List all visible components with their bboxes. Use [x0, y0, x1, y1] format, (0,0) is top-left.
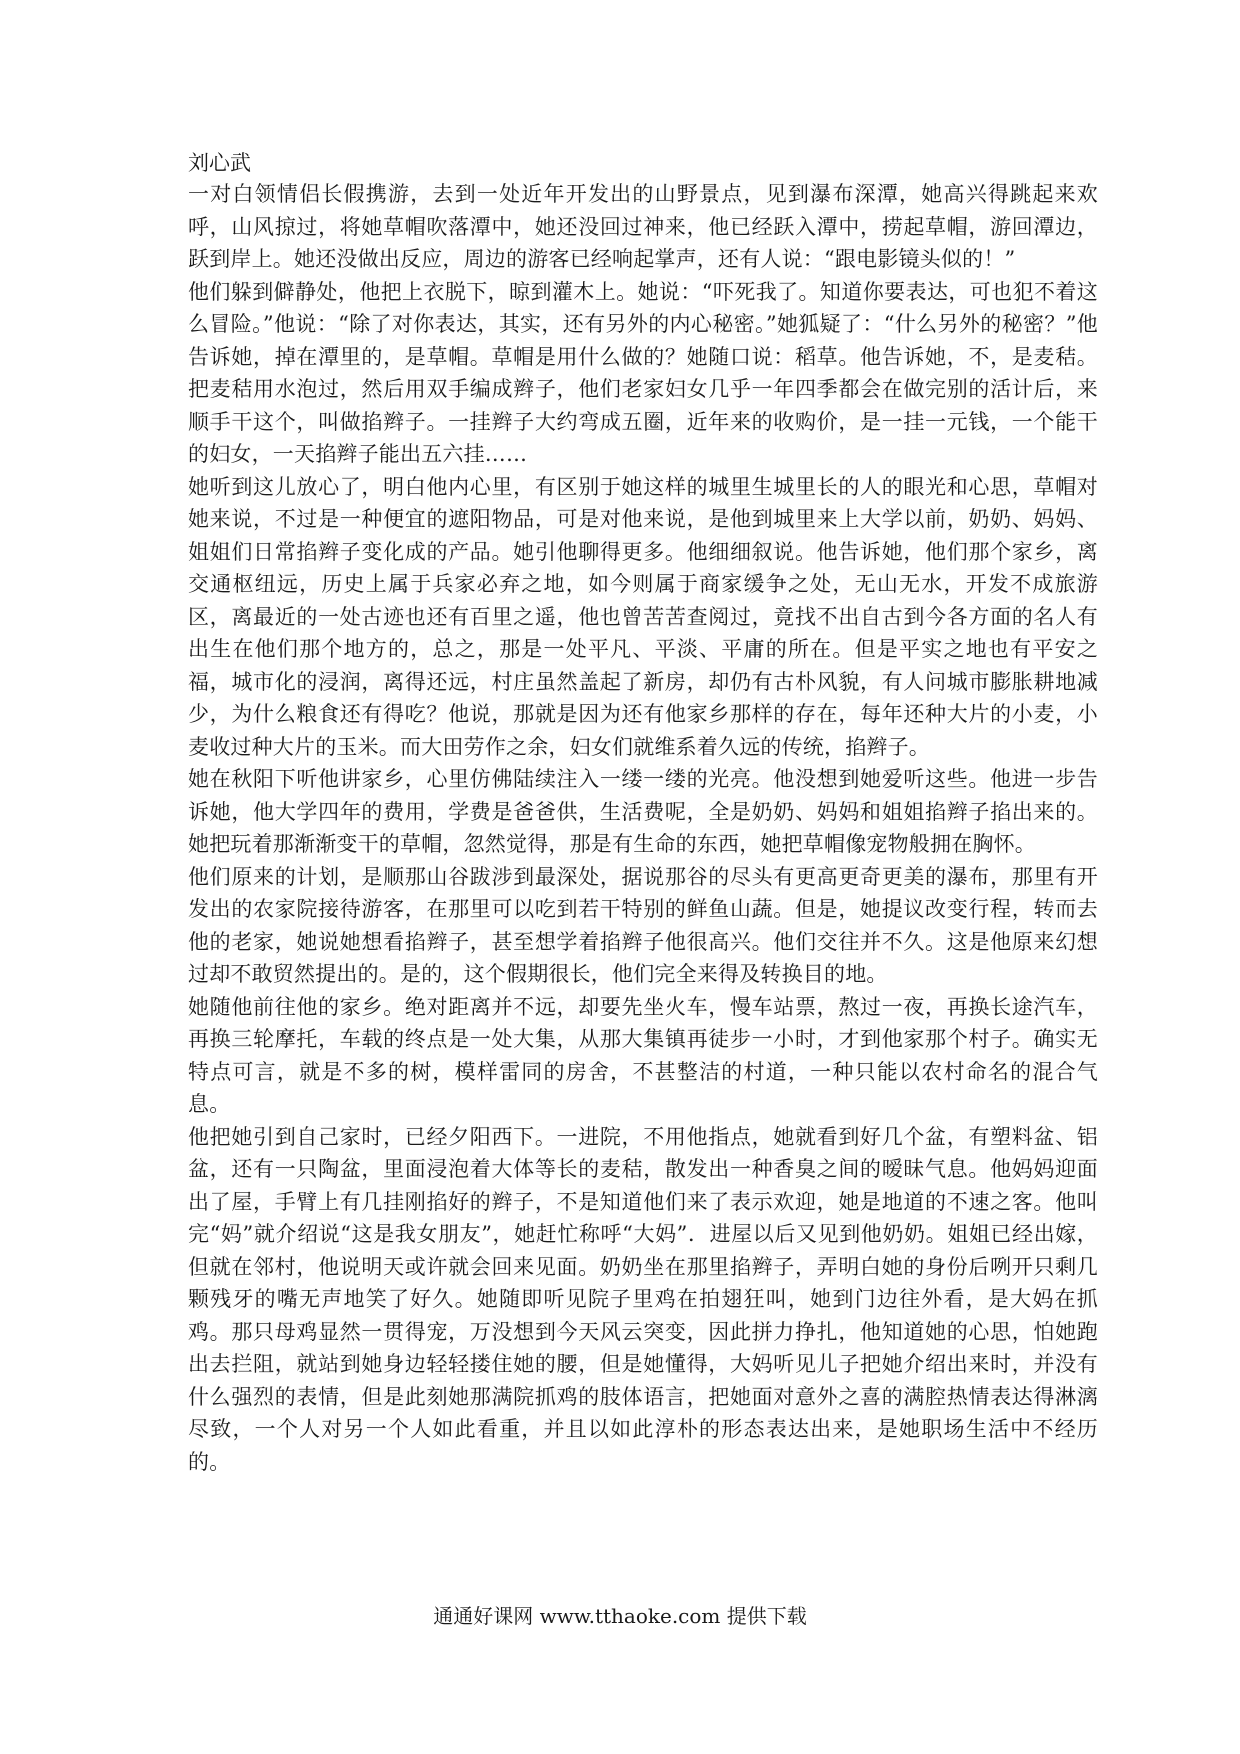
paragraph-6: 她随他前往他的家乡。绝对距离并不远，却要先坐火车，慢车站票，熬过一夜，再换长途汽车，再换三轮摩托，车载的终点是一处大集，从那大集镇再徒步一小时，才到他家那个村子。确实无特点可言，就是不多的树，模样雷同的房舍，不甚整洁的村道，一种只能以农村命名的混合气息。 — [188, 994, 1098, 1116]
paragraph-5: 他们原来的计划，是顺那山谷跋涉到最深处，据说那谷的尽头有更高更奇更美的瀑布，那里有开发出的农家院接待游客，在那里可以吃到若干特别的鲜鱼山蔬。但是，她提议改变行程，转而去他的老家，她说她想看掐辫子，甚至想学着掐辫子他很高兴。他们交往并不久。这是他原来幻想过却不敢贸然提出的。是的，这个假期很长，他们完全来得及转换目的地。 — [188, 864, 1098, 986]
document-body — [188, 148, 1098, 1478]
paragraph-2: 他们躲到僻静处，他把上衣脱下，晾到灌木上。她说：“吓死我了。知道你要表达，可也犯不着这么冒险。”他说：“除了对你表达，其实，还有另外的内心秘密。”她狐疑了：“什么另外的秘密？”他告诉她，掉在潭里的，是草帽。草帽是用什么做的？她随口说：稻草。他告诉她，不，是麦秸。把麦秸用水泡过，然后用双手编成辫子，他们老家妇女几乎一年四季都会在做完别的活计后，来顺手干这个，叫做掐辫子。一挂辫子大约弯成五圈，近年来的收购价，是一挂一元钱，一个能干的妇女，一天掐辫子能出五六挂…… — [188, 279, 1098, 466]
paragraph-4: 她在秋阳下听他讲家乡，心里仿佛陆续注入一缕一缕的光亮。他没想到她爱听这些。他进一步告诉她，他大学四年的费用，学费是爸爸供，生活费呢，全是奶奶、妈妈和姐姐掐辫子掐出来的。她把玩着那渐渐变干的草帽，忽然觉得，那是有生命的东西，她把草帽像宠物般拥在胸怀。 — [188, 767, 1098, 856]
author-name: 刘心武 — [188, 151, 251, 175]
page-footer: 通通好课网 www.tthaoke.com 提供下载 — [433, 1604, 807, 1628]
paragraph-3: 她听到这儿放心了，明白他内心里，有区别于她这样的城里生城里长的人的眼光和心思，草帽对她来说，不过是一种便宜的遮阳物品，可是对他来说，是他到城里来上大学以前，奶奶、妈妈、姐姐们日常掐辫子变化成的产品。她引他聊得更多。他细细叙说。他告诉她，他们那个家乡，离交通枢纽远，历史上属于兵家必弃之地，如今则属于商家缓争之处，无山无水，开发不成旅游区，离最近的一处古迹也还有百里之遥，他也曾苦苦查阅过，竟找不出自古到今各方面的名人有出生在他们那个地方的，总之，那是一处平凡、平淡、平庸的所在。但是平实之地也有平安之福，城市化的浸润，离得还远，村庄虽然盖起了新房，却仍有古朴风貌，有人问城市膨胀耕地减少，为什么粮食还有得吃？他说，那就是因为还有他家乡那样的存在，每年还种大片的小麦，小麦收过种大片的玉米。而大田劳作之余，妇女们就维系着久远的传统，掐辫子。 — [188, 474, 1098, 759]
paragraph-1: 一对白领情侣长假携游，去到一处近年开发出的山野景点，见到瀑布深潭，她高兴得跳起来欢呼，山风掠过，将她草帽吹落潭中，她还没回过神来，他已经跃入潭中，捞起草帽，游回潭边，跃到岸上。她还没做出反应，周边的游客已经响起掌声，还有人说：“跟电影镜头似的！” — [188, 182, 1098, 271]
paragraph-7: 他把她引到自己家时，已经夕阳西下。一进院，不用他指点，她就看到好几个盆，有塑料盆、铝盆，还有一只陶盆，里面浸泡着大体等长的麦秸，散发出一种香臭之间的暧昧气息。他妈妈迎面出了屋，手臂上有几挂刚掐好的辫子，不是知道他们来了表示欢迎，她是地道的不速之客。他叫完“妈”就介绍说“这是我女朋友”，她赶忙称呼“大妈”．进屋以后又见到他奶奶。姐姐已经出嫁，但就在邻村，他说明天或许就会回来见面。奶奶坐在那里掐辫子，弄明白她的身份后咧开只剩几颗残牙的嘴无声地笑了好久。她随即听见院子里鸡在拍翅狂叫，她到门边往外看，是大妈在抓鸡。那只母鸡显然一贯得宠，万没想到今天风云突变，因此拼力挣扎，他知道她的心思，怕她跑出去拦阻，就站到她身边轻轻搂住她的腰，但是她懂得，大妈听见儿子把她介绍出来时，并没有什么强烈的表情，但是此刻她那满院抓鸡的肢体语言，把她面对意外之喜的满腔热情表达得淋漓尽致，一个人对另一个人如此看重，并且以如此淳朴的形态表达出来，是她职场生活中不经历的。 — [188, 1124, 1098, 1474]
